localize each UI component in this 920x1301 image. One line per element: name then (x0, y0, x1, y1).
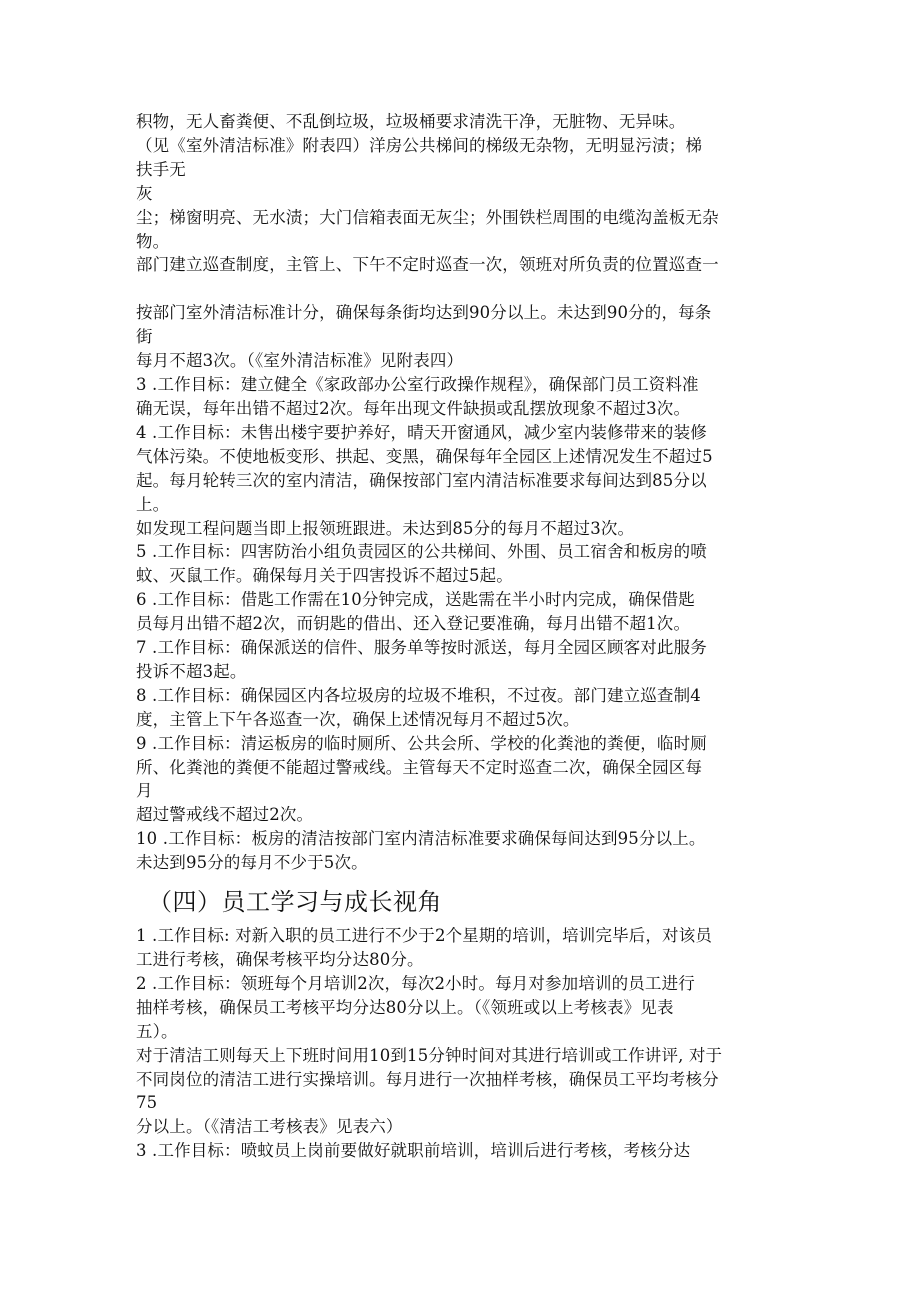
text-line: 积物，无人畜粪便、不乱倒垃圾，垃圾桶要求清洗干净，无脏物、无异味。 (136, 112, 686, 131)
text-line: 灰 (136, 183, 153, 203)
text-line: 所、化粪池的粪便不能超过警戒线。主管每天不定时巡查二次，确保全园区每 (136, 757, 703, 777)
text-line: 分以上。（《清洁工考核表》见表六） (136, 1117, 403, 1137)
text-line: 度，主管上下午各巡查一次，确保上述情况每月不超过5次。 (136, 709, 580, 729)
text-line: 五）。 (136, 1021, 178, 1041)
text-line: 1 .工作目标: 对新入职的员工进行不少于2个星期的培训，培训完毕后，对该员 (136, 926, 712, 946)
text-line: 未达到95分的每月不少于5次。 (136, 853, 368, 873)
text-line: 7 .工作目标：确保派送的信件、服务单等按时派送，每月全园区顾客对此服务 (136, 638, 707, 658)
text-line: 75 (136, 1093, 158, 1113)
text-line: 不同岗位的清洁工进行实操培训。每月进行一次抽样考核，确保员工平均考核分 (136, 1069, 719, 1089)
document-body (136, 110, 786, 1163)
text-line: 3 .工作目标：喷蚊员上岗前要做好就职前培训，培训后进行考核，考核分达 (136, 1141, 691, 1161)
text-line: 超过警戒线不超过2次。 (136, 805, 314, 825)
text-line (136, 277, 786, 301)
text-line: （见《室外清洁标准》附表四）洋房公共梯间的梯级无杂物，无明显污渍；梯 (136, 135, 703, 155)
text-block-before-heading (136, 110, 786, 875)
text-line: 起。每月轮转三次的室内清洁，确保按部门室内清洁标准要求每间达到85分以 (136, 470, 707, 490)
text-line: 8 .工作目标：确保园区内各垃圾房的垃圾不堆积，不过夜。部门建立巡查制4 (136, 685, 701, 705)
text-line: 投诉不超3起。 (136, 661, 247, 681)
text-line: 工进行考核，确保考核平均分达80分。 (136, 950, 424, 969)
text-line: 月 (136, 781, 153, 801)
text-line: 按部门室外清洁标准计分，确保每条街均达到90分以上。未达到90分的，每条 (136, 303, 712, 323)
text-block-after-heading (136, 924, 786, 1163)
text-line: 对于清洁工则每天上下班时间用10到15分钟时间对其进行培训或工作讲评, 对于 (136, 1045, 723, 1065)
text-line: 尘；梯窗明亮、无水渍；大门信箱表面无灰尘；外围铁栏周围的电缆沟盖板无杂 (136, 207, 719, 227)
text-line: 物。 (136, 231, 170, 251)
text-line: 员每月出错不超2次，而钥匙的借出、还入登记要准确，每月出错不超1次。 (136, 614, 691, 634)
text-line: 上。 (136, 494, 170, 514)
text-line: 气体污染。不使地板变形、拱起、变黑，确保每年全园区上述情况发生不超过5 (136, 446, 713, 466)
text-line: 确无误，每年出错不超过2次。每年出现文件缺损或乱摆放现象不超过3次。 (136, 398, 691, 418)
text-line: 3 .工作目标：建立健全《家政部办公室行政操作规程》，确保部门员工资料准 (136, 375, 699, 395)
text-line: 5 .工作目标：四害防治小组负责园区的公共梯间、外围、员工宿舍和板房的喷 (136, 542, 707, 562)
text-line: 扶手无 (136, 159, 186, 179)
text-line: 2 .工作目标：领班每个月培训2次，每次2小时。每月对参加培训的员工进行 (136, 973, 695, 993)
text-line: 部门建立巡查制度，主管上、下午不定时巡查一次，领班对所负责的位置巡查一 (136, 255, 719, 275)
text-line: 如发现工程问题当即上报领班跟进。未达到85分的每月不超过3次。 (136, 518, 635, 538)
text-line: 每月不超3次。（《室外清洁标准》见附表四） (136, 351, 464, 371)
text-line: 6 .工作目标：借匙工作需在10分钟完成，送匙需在半小时内完成，确保借匙 (136, 590, 695, 610)
text-line: 9 .工作目标：清运板房的临时厕所、公共会所、学校的化粪池的粪便，临时厕 (136, 733, 707, 753)
text-line: 街 (136, 327, 153, 347)
text-line: 10 .工作目标：板房的清洁按部门室内清洁标准要求确保每间达到95分以上。 (136, 829, 706, 849)
text-line: 4 .工作目标：未售出楼宇要护养好，晴天开窗通风，减少室内装修带来的装修 (136, 422, 707, 442)
section-heading: （四）员工学习与成长视角 (148, 888, 442, 917)
text-line: 抽样考核，确保员工考核平均分达80分以上。（《领班或以上考核表》见表 (136, 997, 674, 1017)
text-line: 蚊、灭鼠工作。确保每月关于四害投诉不超过5起。 (136, 566, 513, 586)
